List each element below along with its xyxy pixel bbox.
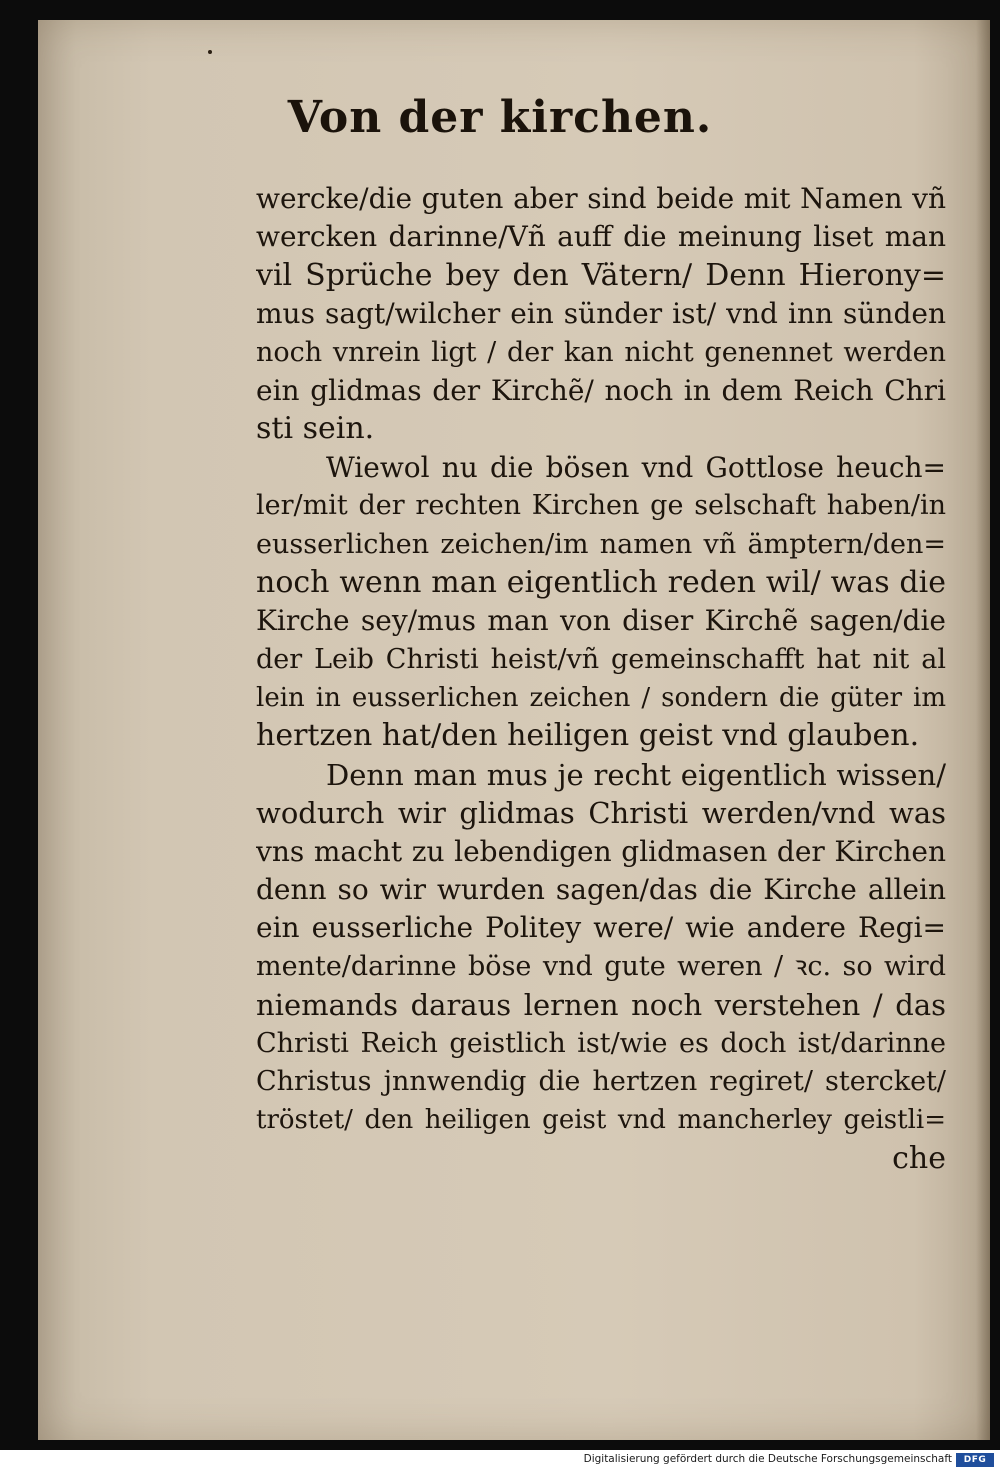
ink-speck	[208, 50, 212, 54]
text-line: sti sein.	[256, 411, 375, 447]
text-line: denn so wir wurden sagen/das die Kirche allein	[256, 873, 946, 907]
text-line: niemands daraus lernen noch verstehen / das	[256, 988, 946, 1023]
text-line: vil Sprüche bey den Vätern/ Denn Hierony=	[256, 257, 946, 293]
text-line: ein glidmas der Kirchẽ/ noch in dem Reich Chri	[256, 373, 946, 407]
text-line: tröstet/ den heiligen geist vnd mancherley geistli=	[256, 1105, 946, 1136]
text-line: hertzen hat/den heiligen geist vnd glauben.	[256, 718, 920, 754]
paragraph-start-line: Denn man mus je recht eigentlich wissen/	[326, 757, 946, 792]
running-head: Von der kirchen.	[287, 92, 713, 143]
text-line: noch vnrein ligt / der kan nicht genennet werden	[256, 336, 946, 368]
body-text	[256, 180, 946, 1178]
funding-credit: Digitalisierung gefördert durch die Deutsche Forschungsgemeinschaft	[583, 1453, 952, 1465]
text-line: wercken darinne/Vñ auff die meinung liset man	[256, 220, 946, 254]
paragraph-start-line: Wiewol nu die bösen vnd Gottlose heuch=	[326, 450, 946, 484]
text-line: Christus jnnwendig die hertzen regiret/ stercket/	[256, 1065, 946, 1097]
text-line: mente/darinne böse vnd gute weren / ꝛc. so wird	[256, 950, 946, 982]
footer-bar	[0, 1450, 1000, 1470]
text-line: der Leib Christi heist/vñ gemeinschafft hat nit al	[256, 643, 946, 675]
text-line: wodurch wir glidmas Christi werden/vnd was	[256, 796, 946, 831]
text-line: mus sagt/wilcher ein sünder ist/ vnd inn sünden	[256, 297, 946, 331]
text-line: Kirche sey/mus man von diser Kirchẽ sagen/die	[256, 604, 946, 638]
text-line: noch wenn man eigentlich reden wil/ was die	[256, 564, 946, 600]
catchword: che	[892, 1140, 946, 1176]
text-line: ein eusserliche Politey were/ wie andere Regi=	[256, 911, 946, 945]
text-line: wercke/die guten aber sind beide mit Namen vñ	[256, 182, 946, 215]
text-line: lein in eusserlichen zeichen / sondern die güter im	[256, 683, 946, 714]
text-line: eusserlichen zeichen/im namen vñ ämptern/den=	[256, 528, 946, 560]
dfg-logo: DFG	[956, 1453, 994, 1467]
text-line: Christi Reich geistlich ist/wie es doch ist/darinne	[256, 1027, 946, 1059]
text-line: ler/mit der rechten Kirchen ge selschaft haben/in	[256, 490, 946, 522]
text-line: vns macht zu lebendigen glidmasen der Kirchen	[256, 834, 946, 868]
